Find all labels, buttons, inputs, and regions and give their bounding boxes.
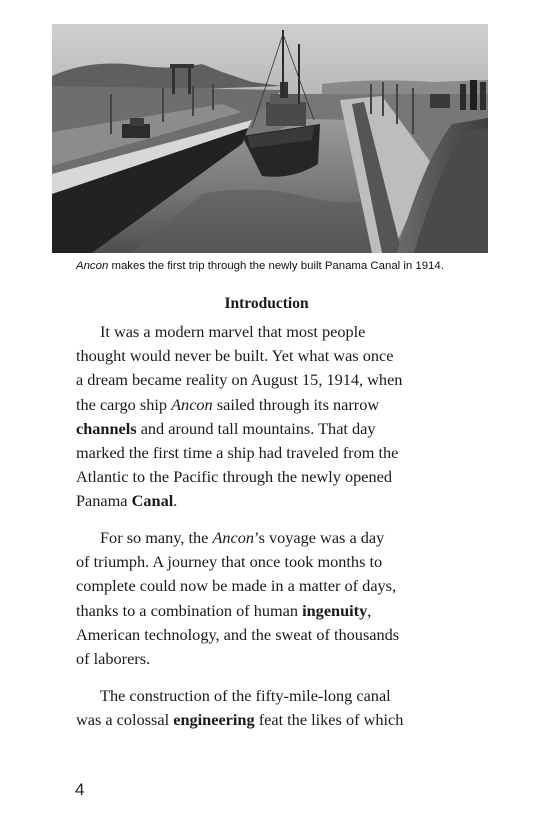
text-segment: and around tall mountains. That day: [136, 418, 376, 438]
text-segment: Panama: [76, 491, 132, 511]
paragraph-line: [76, 393, 476, 417]
paragraph-line: Atlantic to the Pacific through the newly opened: [76, 467, 393, 487]
glossary-term-canal: Canal: [131, 491, 174, 511]
ship-name: Ancon: [212, 528, 255, 547]
glossary-term-engineering: engineering: [173, 710, 255, 730]
paragraph-line: The construction of the fifty-mile-long canal: [100, 686, 391, 705]
paragraph-line: [76, 599, 476, 623]
paragraph-line: [76, 708, 476, 732]
paragraph-3: [76, 684, 476, 732]
text-segment: sailed through its narrow: [212, 394, 380, 414]
ship-name: Ancon: [171, 394, 213, 414]
canal-photo: [52, 24, 488, 253]
paragraph-line: a dream became reality on August 15, 1914, when: [76, 370, 403, 390]
paragraph-2: [76, 526, 476, 671]
section-heading: Introduction: [224, 295, 309, 312]
paragraph-line: [76, 526, 476, 550]
text-segment: For so many, the: [100, 528, 213, 547]
caption-ship-name: Ancon: [76, 260, 109, 272]
text-segment: feat the likes of which: [254, 710, 404, 730]
caption-text: makes the first trip through the newly built Panama Canal in 1914.: [108, 260, 444, 272]
paragraph-line: marked the first time a ship had traveled from the: [76, 443, 399, 463]
paragraph-line: of triumph. A journey that once took months to: [76, 552, 383, 572]
text-segment: .: [173, 491, 178, 511]
text-segment: ,: [367, 600, 372, 620]
text-segment: was a colossal: [76, 710, 174, 730]
photo-caption: [76, 259, 496, 274]
text-segment: thanks to a combination of human: [76, 600, 303, 620]
paragraph-line: thought would never be built. Yet what was once: [76, 346, 394, 366]
paragraph-line: [76, 489, 476, 513]
paragraph-line: complete could now be made in a matter of days,: [76, 576, 397, 596]
text-segment: ’s voyage was a day: [254, 528, 385, 547]
text-segment: the cargo ship: [76, 394, 172, 414]
paragraph-line: [76, 417, 476, 441]
canal-photo-illustration: [52, 24, 488, 253]
paragraph-line: of laborers.: [76, 649, 151, 669]
paragraph-1: [76, 320, 476, 514]
paragraph-line: American technology, and the sweat of thousands: [76, 624, 400, 644]
page-number: 4: [75, 780, 85, 799]
paragraph-line: It was a modern marvel that most people: [100, 322, 366, 341]
glossary-term-channels: channels: [76, 418, 137, 438]
glossary-term-ingenuity: ingenuity: [302, 600, 368, 620]
